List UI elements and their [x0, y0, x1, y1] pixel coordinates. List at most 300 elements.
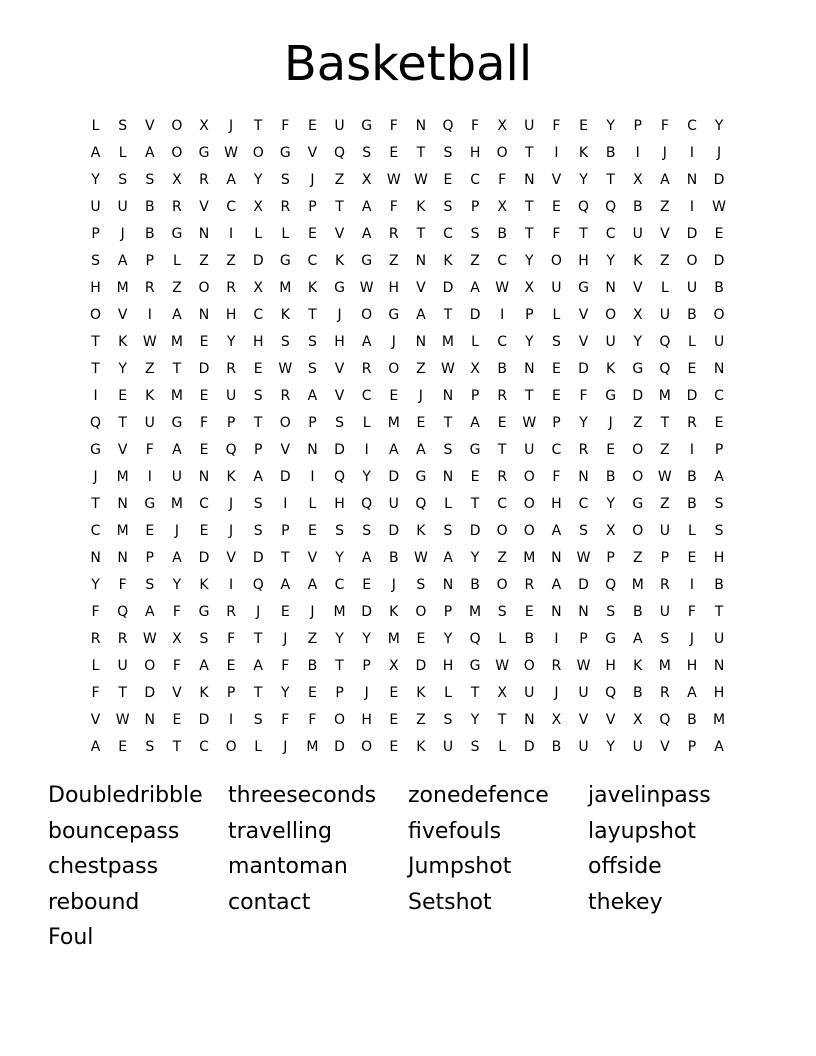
grid-letter: B	[497, 361, 507, 377]
grid-letter: W	[495, 280, 510, 296]
grid-letter: Q	[659, 334, 671, 350]
grid-letter: V	[551, 172, 562, 188]
grid-letter: A	[714, 469, 724, 485]
word-list-item: chestpass	[48, 854, 159, 879]
grid-letter: S	[118, 118, 128, 134]
grid-letter: F	[389, 118, 398, 134]
grid-letter: Y	[525, 334, 534, 350]
word-list-item: fivefouls	[408, 818, 502, 844]
grid-letter: A	[144, 604, 155, 620]
grid-letter: E	[308, 523, 317, 539]
grid-letter: P	[687, 739, 697, 755]
grid-letter: E	[687, 361, 697, 377]
grid-letter: O	[523, 658, 535, 674]
grid-letter: M	[170, 496, 183, 512]
grid-letter: I	[364, 442, 369, 458]
grid-letter: I	[229, 577, 234, 593]
grid-letter: D	[198, 361, 210, 377]
grid-letter: U	[659, 604, 670, 620]
grid-letter: M	[658, 658, 671, 674]
grid-letter: C	[443, 226, 453, 242]
grid-letter: S	[91, 253, 100, 269]
grid-letter: V	[578, 334, 589, 350]
grid-letter: E	[226, 658, 236, 674]
grid-letter: E	[551, 199, 561, 215]
grid-letter: A	[388, 442, 399, 458]
grid-letter: W	[712, 199, 726, 215]
grid-letter: O	[198, 280, 210, 296]
grid-letter: U	[524, 118, 535, 134]
grid-letter: Q	[605, 577, 617, 593]
grid-letter: T	[416, 226, 426, 242]
grid-letter: N	[713, 361, 725, 377]
grid-letter: N	[713, 658, 725, 674]
grid-row	[82, 707, 734, 734]
word-list-item: zonedefence	[408, 783, 549, 808]
grid-row	[82, 437, 734, 464]
grid-letter: Z	[632, 415, 643, 431]
grid-letter: N	[551, 550, 562, 566]
grid-letter: X	[632, 712, 643, 728]
grid-letter: T	[497, 712, 507, 728]
grid-letter: E	[416, 631, 426, 647]
grid-letter: F	[687, 604, 696, 620]
grid-letter: G	[361, 118, 373, 134]
grid-letter: T	[118, 685, 127, 701]
grid-letter: V	[578, 712, 589, 728]
grid-letter: V	[605, 712, 616, 728]
grid-letter: D	[632, 388, 644, 404]
grid-letter: S	[470, 226, 480, 242]
grid-letter: S	[606, 604, 616, 620]
grid-letter: D	[198, 712, 210, 728]
grid-letter: Y	[91, 172, 100, 188]
grid-letter: L	[444, 685, 452, 701]
grid-letter: G	[279, 253, 291, 269]
grid-letter: M	[631, 577, 644, 593]
grid-letter: L	[688, 334, 696, 350]
grid-letter: R	[117, 631, 128, 647]
grid-row	[82, 140, 734, 167]
grid-letter: B	[605, 469, 616, 485]
grid-letter: G	[334, 280, 345, 296]
grid-letter: A	[172, 307, 182, 323]
grid-letter: P	[443, 604, 453, 620]
grid-letter: A	[470, 415, 480, 431]
grid-letter: B	[687, 496, 697, 512]
grid-letter: W	[413, 172, 428, 188]
grid-letter: K	[389, 604, 399, 620]
grid-letter: D	[279, 469, 291, 485]
grid-letter: R	[361, 361, 372, 377]
grid-letter: Q	[334, 469, 346, 485]
page-title: Basketball	[283, 36, 533, 92]
grid-letter: U	[117, 658, 128, 674]
grid-letter: K	[145, 388, 155, 404]
grid-letter: S	[253, 523, 263, 539]
grid-letter: V	[660, 226, 670, 242]
grid-row	[82, 491, 734, 518]
grid-row	[82, 329, 734, 356]
grid-letter: E	[118, 388, 128, 404]
grid-letter: L	[254, 226, 263, 242]
grid-letter: T	[416, 145, 426, 161]
grid-letter: E	[308, 685, 317, 701]
grid-letter: B	[632, 685, 643, 701]
grid-letter: P	[525, 307, 534, 323]
grid-letter: Z	[660, 442, 670, 458]
grid-letter: T	[118, 415, 127, 431]
grid-letter: S	[118, 172, 128, 188]
grid-letter: W	[441, 361, 455, 377]
grid-row	[82, 572, 734, 599]
grid-letter: D	[361, 604, 373, 620]
grid-letter: I	[689, 442, 695, 458]
grid-letter: A	[416, 307, 426, 323]
grid-letter: Z	[172, 280, 182, 296]
grid-letter: D	[578, 577, 589, 593]
grid-letter: G	[632, 361, 644, 377]
grid-letter: V	[416, 280, 426, 296]
grid-letter: M	[116, 280, 129, 296]
grid-letter: N	[117, 550, 128, 566]
grid-letter: S	[416, 577, 426, 593]
grid-letter: J	[120, 226, 125, 242]
grid-letter: H	[713, 550, 725, 566]
grid-letter: H	[469, 145, 481, 161]
grid-letter: M	[116, 523, 129, 539]
grid-letter: X	[172, 172, 182, 188]
grid-letter: G	[171, 226, 183, 242]
grid-letter: N	[442, 388, 454, 404]
grid-letter: U	[225, 388, 237, 404]
grid-letter: X	[361, 172, 372, 188]
grid-letter: N	[415, 334, 427, 350]
grid-row	[82, 356, 734, 383]
grid-letter: L	[498, 631, 507, 647]
grid-letter: G	[144, 496, 156, 512]
grid-letter: D	[415, 658, 427, 674]
grid-letter: U	[686, 280, 698, 296]
grid-letter: T	[525, 145, 534, 161]
grid-letter: J	[608, 415, 613, 431]
grid-letter: S	[443, 442, 453, 458]
grid-letter: Y	[633, 334, 643, 350]
grid-letter: F	[227, 631, 236, 647]
grid-row	[82, 410, 734, 437]
grid-letter: F	[660, 118, 669, 134]
grid-letter: R	[687, 415, 697, 431]
word-list-item: thekey	[588, 889, 663, 915]
grid-letter: S	[470, 739, 480, 755]
grid-letter: Y	[470, 712, 480, 728]
grid-letter: N	[415, 253, 427, 269]
grid-letter: E	[714, 415, 724, 431]
grid-letter: S	[253, 712, 263, 728]
grid-letter: C	[226, 199, 236, 215]
grid-letter: L	[444, 496, 452, 512]
grid-letter: I	[554, 631, 559, 647]
grid-row	[82, 275, 734, 302]
grid-letter: L	[254, 739, 263, 755]
grid-letter: K	[199, 685, 209, 701]
grid-letter: C	[605, 226, 616, 242]
grid-letter: U	[713, 631, 725, 647]
grid-letter: X	[253, 280, 263, 296]
grid-letter: I	[689, 199, 695, 215]
grid-letter: S	[362, 523, 372, 539]
grid-letter: Y	[281, 685, 290, 701]
grid-letter: E	[551, 388, 561, 404]
grid-letter: O	[550, 253, 562, 269]
grid-letter: I	[689, 577, 695, 593]
grid-letter: R	[388, 226, 399, 242]
grid-letter: P	[335, 685, 344, 701]
grid-letter: F	[552, 118, 561, 134]
grid-letter: Y	[606, 496, 615, 512]
grid-letter: D	[334, 739, 345, 755]
grid-letter: K	[416, 685, 426, 701]
grid-letter: M	[713, 712, 726, 728]
grid-letter: S	[145, 739, 155, 755]
grid-letter: V	[172, 685, 182, 701]
grid-letter: V	[117, 307, 128, 323]
grid-letter: C	[551, 442, 562, 458]
grid-letter: I	[310, 469, 315, 485]
grid-letter: Z	[660, 199, 670, 215]
grid-letter: L	[660, 280, 669, 296]
grid-letter: G	[388, 307, 400, 323]
grid-letter: H	[252, 334, 264, 350]
grid-letter: J	[229, 496, 234, 512]
grid-row	[82, 113, 734, 140]
grid-letter: A	[144, 145, 155, 161]
grid-letter: W	[576, 658, 591, 674]
grid-letter: F	[172, 658, 181, 674]
grid-letter: F	[199, 415, 209, 431]
grid-letter: K	[633, 658, 643, 674]
grid-row	[82, 167, 734, 194]
grid-letter: X	[632, 172, 643, 188]
grid-letter: D	[198, 550, 210, 566]
grid-letter: T	[525, 199, 534, 215]
grid-letter: I	[147, 469, 152, 485]
grid-letter: S	[307, 361, 317, 377]
grid-letter: A	[253, 469, 263, 485]
grid-letter: A	[551, 577, 562, 593]
grid-letter: U	[144, 415, 155, 431]
grid-letter: N	[578, 469, 589, 485]
grid-letter: U	[605, 334, 616, 350]
grid-letter: G	[578, 280, 589, 296]
grid-letter: Y	[443, 631, 453, 647]
grid-letter: Q	[605, 685, 617, 701]
grid-letter: O	[90, 307, 102, 323]
grid-letter: R	[144, 280, 155, 296]
grid-letter: E	[389, 685, 399, 701]
grid-letter: N	[524, 172, 535, 188]
letter-grid	[82, 113, 734, 761]
grid-letter: S	[253, 496, 263, 512]
grid-letter: P	[470, 388, 480, 404]
grid-letter: P	[633, 118, 642, 134]
grid-letter: Q	[415, 496, 427, 512]
grid-letter: K	[334, 253, 345, 269]
grid-letter: I	[554, 145, 559, 161]
grid-letter: V	[334, 361, 345, 377]
grid-letter: S	[660, 631, 670, 647]
grid-letter: A	[172, 442, 182, 458]
grid-letter: Z	[470, 253, 480, 269]
grid-letter: Z	[416, 361, 426, 377]
grid-letter: J	[283, 739, 288, 755]
grid-letter: T	[714, 604, 724, 620]
grid-letter: L	[172, 253, 181, 269]
grid-letter: Z	[497, 550, 507, 566]
grid-letter: N	[578, 604, 589, 620]
grid-letter: D	[469, 307, 481, 323]
grid-letter: L	[91, 118, 100, 134]
grid-letter: O	[225, 739, 237, 755]
grid-letter: Q	[252, 577, 264, 593]
grid-letter: K	[118, 334, 128, 350]
grid-letter: D	[388, 523, 400, 539]
grid-letter: Q	[442, 118, 454, 134]
grid-letter: B	[307, 658, 318, 674]
grid-letter: P	[281, 523, 290, 539]
grid-letter: U	[578, 685, 589, 701]
grid-letter: T	[308, 307, 317, 323]
grid-letter: R	[524, 577, 535, 593]
grid-letter: J	[229, 118, 234, 134]
grid-letter: E	[145, 523, 155, 539]
grid-letter: X	[470, 361, 480, 377]
grid-letter: S	[443, 199, 453, 215]
grid-letter: R	[226, 604, 236, 620]
grid-letter: Q	[334, 145, 346, 161]
grid-letter: G	[469, 658, 481, 674]
grid-letter: C	[199, 496, 209, 512]
grid-letter: M	[387, 415, 400, 431]
grid-letter: P	[253, 442, 263, 458]
grid-letter: E	[579, 118, 588, 134]
grid-letter: B	[524, 631, 535, 647]
grid-letter: G	[469, 442, 481, 458]
grid-letter: R	[226, 361, 236, 377]
grid-letter: S	[714, 523, 724, 539]
grid-letter: W	[413, 550, 428, 566]
grid-letter: U	[524, 442, 535, 458]
grid-letter: U	[524, 685, 535, 701]
grid-letter: P	[91, 226, 100, 242]
grid-letter: S	[335, 415, 344, 431]
grid-letter: E	[389, 388, 399, 404]
grid-letter: R	[199, 172, 209, 188]
grid-letter: S	[443, 712, 453, 728]
grid-letter: X	[497, 118, 507, 134]
grid-letter: J	[310, 604, 315, 620]
word-list-item: rebound	[48, 889, 140, 915]
grid-row	[82, 194, 734, 221]
grid-letter: Y	[525, 253, 534, 269]
grid-letter: T	[525, 388, 534, 404]
grid-letter: S	[307, 334, 317, 350]
grid-letter: I	[500, 307, 505, 323]
grid-letter: H	[686, 658, 698, 674]
grid-letter: J	[554, 685, 559, 701]
grid-letter: X	[199, 118, 209, 134]
grid-letter: W	[142, 631, 157, 647]
grid-letter: U	[171, 469, 182, 485]
grid-letter: O	[361, 307, 373, 323]
grid-letter: T	[253, 685, 263, 701]
grid-letter: B	[714, 280, 724, 296]
grid-letter: M	[306, 739, 319, 755]
grid-letter: J	[283, 631, 288, 647]
grid-letter: N	[442, 577, 454, 593]
grid-letter: I	[229, 712, 234, 728]
grid-letter: T	[497, 442, 507, 458]
grid-letter: J	[717, 145, 722, 161]
grid-letter: F	[281, 118, 290, 134]
grid-letter: T	[281, 550, 290, 566]
grid-letter: A	[199, 658, 209, 674]
grid-letter: Y	[91, 577, 100, 593]
grid-letter: J	[364, 685, 369, 701]
grid-letter: E	[118, 739, 128, 755]
grid-letter: S	[443, 145, 453, 161]
grid-letter: S	[579, 523, 588, 539]
grid-letter: N	[524, 361, 535, 377]
grid-letter: N	[198, 226, 210, 242]
grid-letter: X	[172, 631, 182, 647]
grid-letter: O	[523, 469, 535, 485]
grid-letter: T	[253, 631, 263, 647]
grid-letter: S	[714, 496, 724, 512]
grid-letter: G	[605, 631, 617, 647]
grid-letter: N	[442, 469, 454, 485]
grid-letter: E	[687, 550, 697, 566]
grid-letter: O	[713, 307, 725, 323]
grid-letter: J	[310, 172, 315, 188]
grid-letter: E	[443, 172, 453, 188]
grid-letter: N	[686, 172, 698, 188]
grid-letter: P	[552, 415, 561, 431]
grid-letter: T	[579, 226, 588, 242]
grid-letter: Z	[226, 253, 236, 269]
grid-letter: O	[523, 496, 535, 512]
grid-letter: O	[496, 523, 508, 539]
grid-letter: U	[713, 334, 725, 350]
grid-letter: E	[714, 226, 724, 242]
word-list-item: javelinpass	[588, 783, 711, 808]
grid-letter: W	[657, 469, 672, 485]
grid-letter: Z	[144, 361, 155, 377]
grid-letter: S	[362, 145, 372, 161]
grid-letter: O	[523, 523, 535, 539]
grid-letter: O	[361, 739, 373, 755]
grid-letter: H	[605, 658, 616, 674]
grid-letter: H	[578, 253, 589, 269]
grid-letter: T	[525, 226, 534, 242]
grid-letter: C	[90, 523, 101, 539]
grid-letter: V	[334, 388, 345, 404]
grid-letter: Y	[579, 172, 588, 188]
grid-letter: F	[552, 226, 561, 242]
grid-letter: C	[253, 307, 264, 323]
grid-letter: J	[418, 388, 423, 404]
grid-letter: A	[90, 739, 101, 755]
